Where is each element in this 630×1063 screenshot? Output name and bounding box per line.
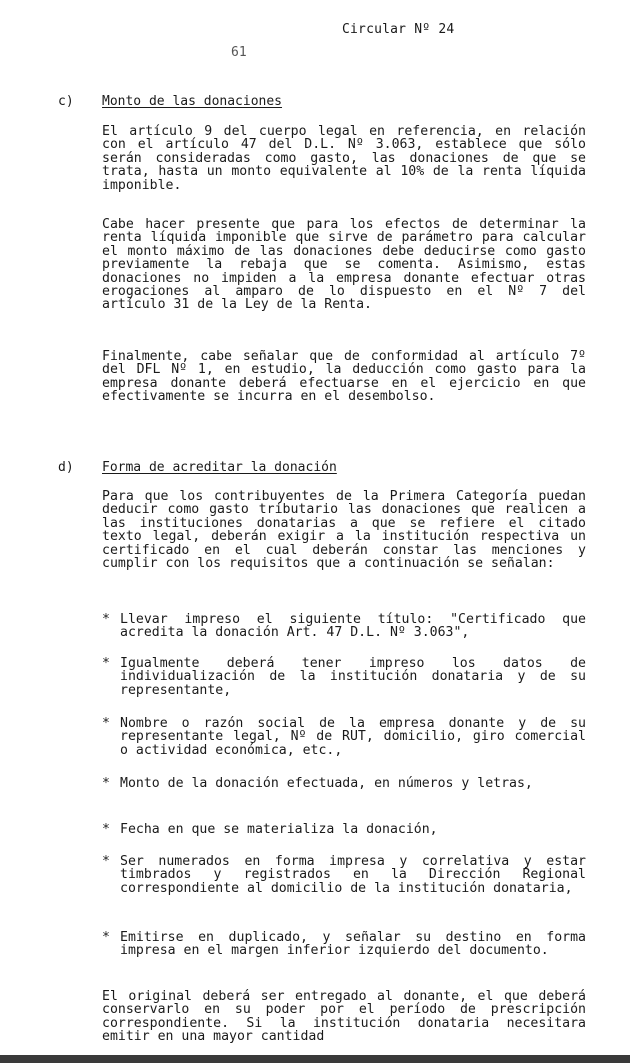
section-d-heading: Forma de acreditar la donación (102, 460, 337, 475)
section-c-paragraph-3: Finalmente, cabe señalar que de conformidad al artículo 7º del DFL Nº 1, en estudio, la deducción como gasto para la empresa donante deberá efectuarse en el ejercicio en que efectivamente se incurra en el desembolso. (102, 349, 586, 405)
page-number: 61 (231, 45, 247, 60)
bullet-mark: * (102, 854, 110, 869)
page-bottom-edge (0, 1055, 630, 1063)
requirement-text: Nombre o razón social de la empresa donante y de su representante legal, Nº de RUT, domicilio, giro comercial o actividad económica, etc., (120, 716, 586, 758)
bullet-mark: * (102, 656, 110, 671)
section-d-intro: Para que los contribuyentes de la Primera Categoría puedan deducir como gasto tributario las donaciones que realicen a las instituciones donatarias a que se refiere el citado texto legal, deberán exigir a la institución respectiva un certificado en el cual deberán constar las menciones y cumplir con los requisitos que a continuación se señalan: (102, 489, 586, 572)
requirement-text: Ser numerados en forma impresa y correlativa y estar timbrados y registrados en la Dirección Regional correspondiente al domicilio de la institución donataria, (120, 854, 586, 896)
section-c-heading: Monto de las donaciones (102, 94, 283, 109)
requirement-text: Fecha en que se materializa la donación, (120, 822, 438, 837)
requirement-text: Igualmente deberá tener impreso los datos de individualización de la institución donataria y de su representante, (120, 656, 586, 698)
requirement-text: Llevar impreso el siguiente título: "Certificado que acredita la donación Art. 47 D.L. Nº 3.063", (120, 612, 586, 641)
bullet-mark: * (102, 716, 110, 731)
section-d-letter: d) (58, 460, 74, 475)
section-d-closing: El original deberá ser entregado al donante, el que deberá conservarlo en su poder por el período de prescripción correspondiente. Si la institución donataria necesitara emitir en una mayor cantidad (102, 989, 586, 1045)
bullet-mark: * (102, 930, 110, 945)
requirement-text: Emitirse en duplicado, y señalar su destino en forma impresa en el margen inferior izquierdo del documento. (120, 930, 586, 959)
bullet-mark: * (102, 822, 110, 837)
section-c-letter: c) (58, 94, 74, 109)
requirement-text: Monto de la donación efectuada, en números y letras, (120, 776, 533, 791)
section-c-paragraph-2: Cabe hacer presente que para los efectos de determinar la renta líquida imponible que sirve de parámetro para calcular el monto máximo de las donaciones debe deducirse como gasto previamente la rebaja que se comenta. Asimismo, estas donaciones no impiden a la empresa donante efectuar otras erogaciones al amparo de lo dispuesto en el Nº 7 del artículo 31 de la Ley de la Renta. (102, 217, 586, 313)
bullet-mark: * (102, 612, 110, 627)
section-c-paragraph-1: El artículo 9 del cuerpo legal en referencia, en relación con el artículo 47 del D.L. Nº 3.063, establece que sólo serán consideradas como gasto, las donaciones de que se trata, hasta un monto equivalente al 10% de la renta líquida imponible. (102, 124, 586, 193)
circular-title: Circular Nº 24 (342, 22, 455, 37)
bullet-mark: * (102, 776, 110, 791)
